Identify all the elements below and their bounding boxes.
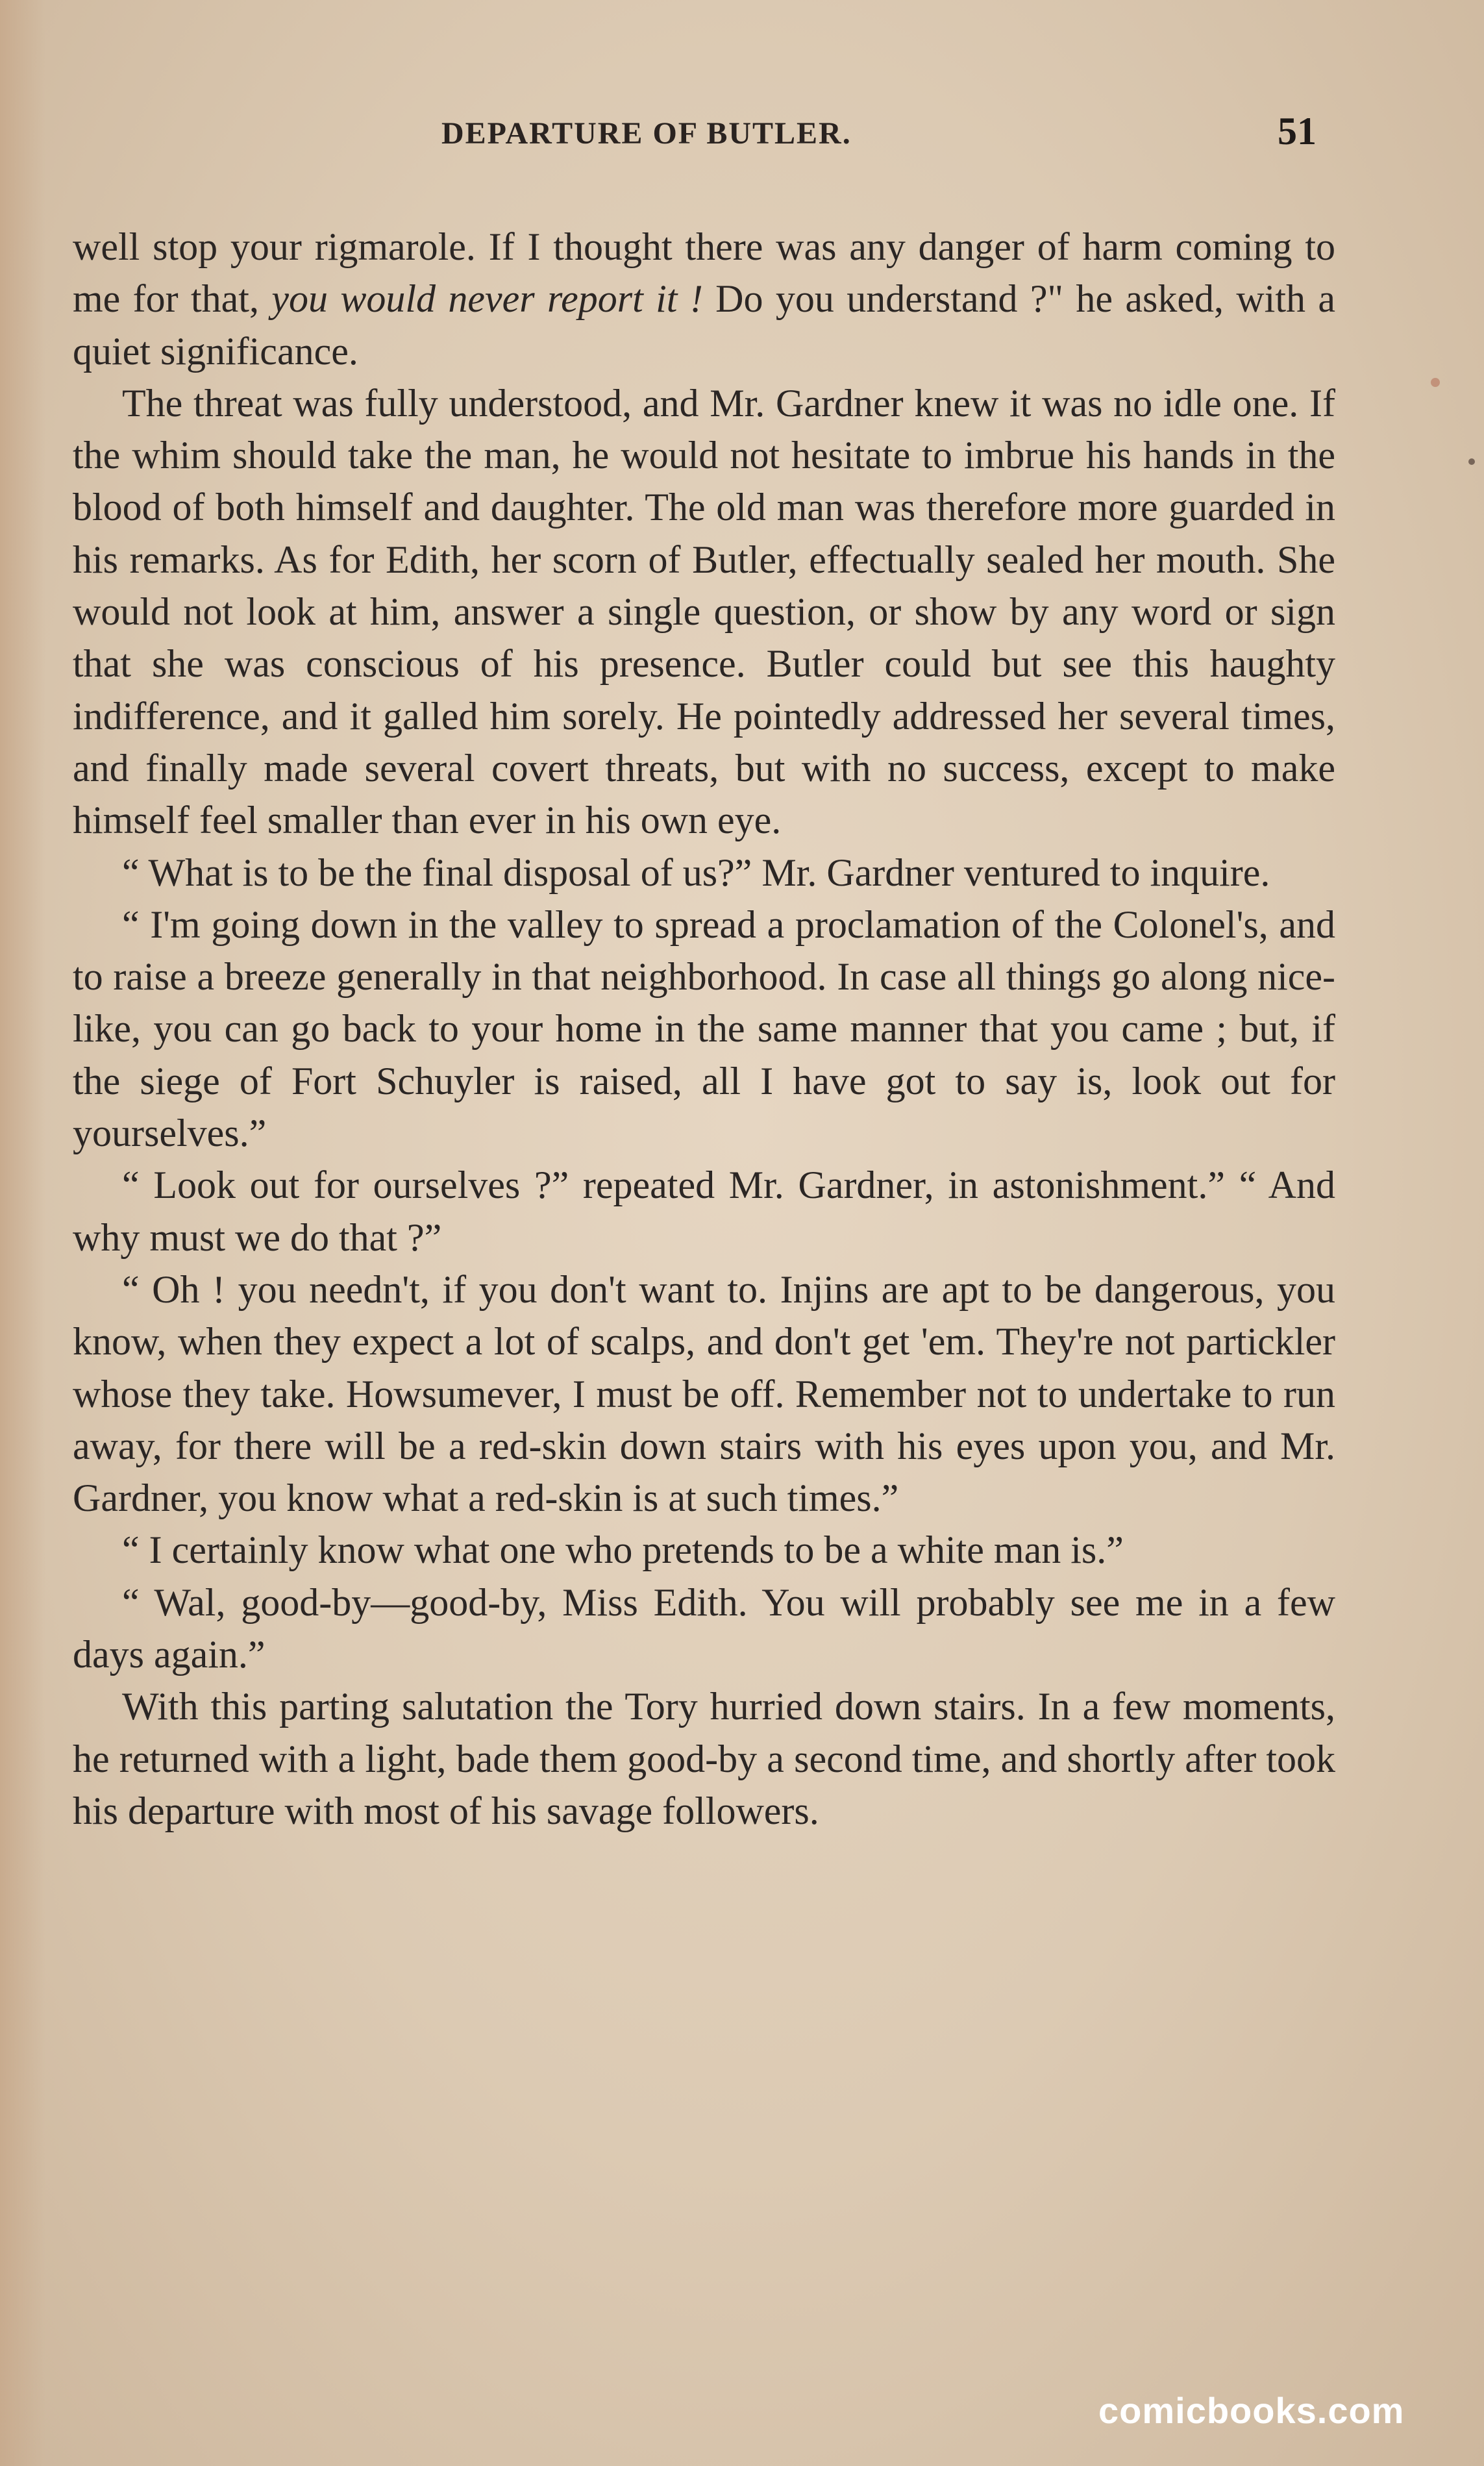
paragraph-2: The threat was fully understood, and Mr. Gardner knew it was no idle one. If the whim should take the man, he would not hesitate to imbrue his hands in the blood of both himself and daughter. The old man was therefore more guarded in his remarks. As for Edith, her scorn of Butler, effectually sealed her mouth. She would not look at him, answer a single question, or show by any word or sign that she was conscious of his presence. Butler could but see this haughty indifference, and it galled him sorely. He pointedly addressed her several times, and finally made several covert threats, but with no success, except to make himself feel smaller than ever in his own eye.: [73, 381, 1335, 842]
paragraph-1-italic: you would never report it !: [271, 277, 703, 321]
paragraph-7: “ I certainly know what one who pretends to be a white man is.”: [122, 1528, 1124, 1572]
paragraph-9: With this parting salutation the Tory hurried down stairs. In a few moments, he returned with a light, bade them good-by a second time, and shortly after took his departure with most of his savage followers.: [73, 1685, 1335, 1832]
paragraph-8: “ Wal, good-by—good-by, Miss Edith. You will probably see me in a few days again.”: [73, 1580, 1335, 1676]
paragraph-3: “ What is to be the final disposal of us?” Mr. Gardner ventured to inquire.: [122, 851, 1270, 894]
page-edge-shadow: [0, 0, 45, 2466]
paragraph-1-end: Do you understand ?" he asked, with a quiet significance.: [73, 277, 1335, 373]
paragraph-5: “ Look out for ourselves ?” repeated Mr. Gardner, in astonishment.” “ And why must we do that ?”: [73, 1164, 1335, 1259]
body-text: [73, 221, 1335, 1837]
watermark: comicbooks.com: [1098, 2390, 1405, 2431]
page-number: 51: [1278, 110, 1317, 153]
ink-spot: [1431, 378, 1440, 387]
paragraph-4: “ I'm going down in the valley to spread a proclamation of the Colonel's, and to raise a breeze generally in that neighborhood. In case all things go along nice-like, you can go back to your home in the same manner that you came ; but, if the siege of Fort Schuyler is raised, all I have got to say is, look out for yourselves.”: [73, 903, 1335, 1155]
paragraph-6: “ Oh ! you needn't, if you don't want to. Injins are apt to be dangerous, you know, when they expect a lot of scalps, and don't get 'em. They're not partickler whose they take. Howsumever, I must be off. Remember not to undertake to run away, for there will be a red-skin down stairs with his eyes upon you, and Mr. Gardner, you know what a red-skin is at such times.”: [73, 1267, 1335, 1520]
paragraph-1: [73, 221, 1335, 377]
running-head: DEPARTURE OF BUTLER.: [441, 116, 852, 151]
ink-spot: [1468, 458, 1475, 465]
paragraph-1-start: well stop your rigmarole. If I thought there was any danger of harm coming to me for that,: [73, 225, 1335, 321]
